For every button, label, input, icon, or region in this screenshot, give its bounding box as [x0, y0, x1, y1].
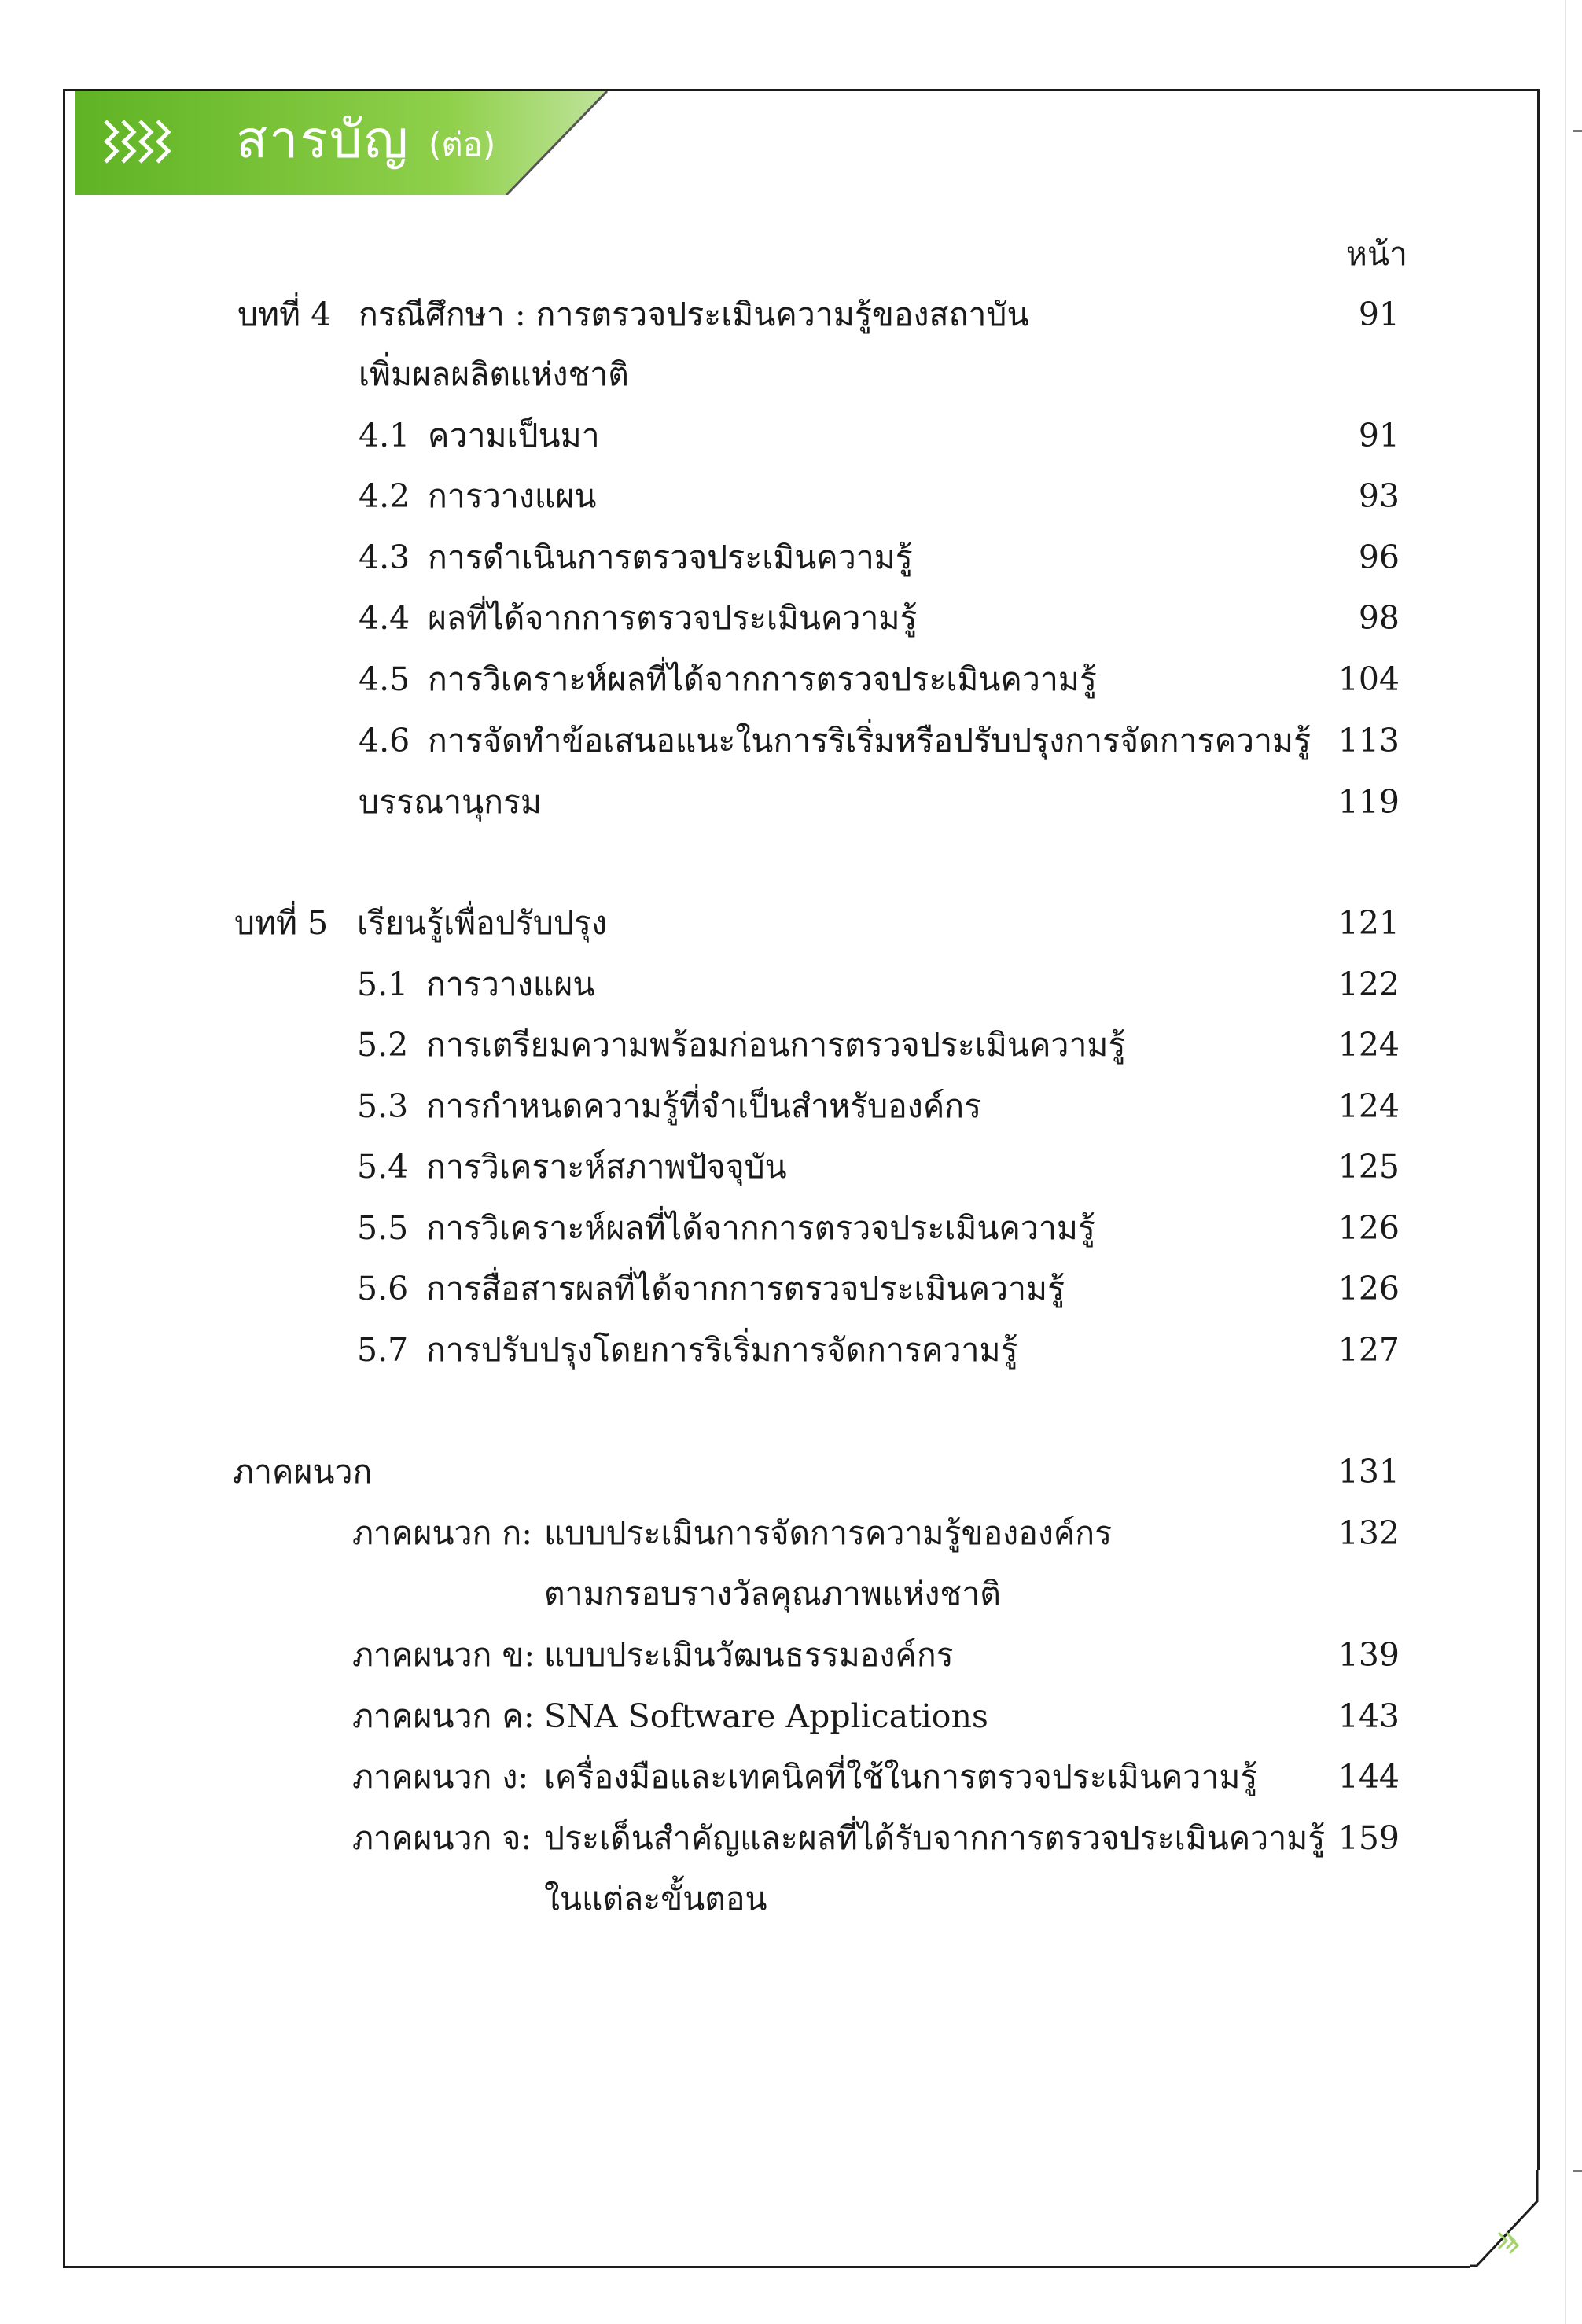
toc-item-page: 127 [1337, 1331, 1400, 1369]
toc-item-page: 125 [1337, 1148, 1400, 1186]
toc-item-page: 98 [1358, 599, 1400, 637]
toc-item-num: 5.7 [357, 1331, 409, 1369]
toc-item[interactable]: การปรับปรุงโดยการริเริ่มการจัดการความรู้ [426, 1331, 1018, 1369]
page-column-header: หน้า [1345, 235, 1407, 273]
toc-item-page: 113 [1337, 722, 1400, 759]
toc-item-page: 91 [1358, 417, 1400, 454]
chapter-4-title[interactable]: กรณีศึกษา : การตรวจประเมินความรู้ของสถาบัน [359, 296, 1029, 333]
appendix-item-label: ภาคผนวก จ: [352, 1819, 532, 1857]
appendix-item[interactable]: แบบประเมินวัฒนธรรมองค์กร [544, 1636, 954, 1674]
toc-item[interactable]: การวิเคราะห์ผลที่ได้จากการตรวจประเมินความรู้ [428, 660, 1097, 698]
toc-item-page: 124 [1337, 1026, 1400, 1064]
page-subtitle: (ต่อ) [429, 125, 496, 164]
frame-corner [1470, 2170, 1549, 2280]
chapter-4-label: บทที่ 4 [237, 296, 332, 333]
toc-item-num: 5.1 [357, 965, 409, 1003]
appendix-item-page: 159 [1337, 1819, 1400, 1857]
toc-item[interactable]: การวิเคราะห์ผลที่ได้จากการตรวจประเมินความรู้ [426, 1209, 1095, 1247]
toc-item-page: 93 [1358, 477, 1400, 515]
toc-item-page: 126 [1337, 1209, 1400, 1247]
toc-item-num: 4.1 [359, 417, 410, 454]
toc-item[interactable]: ผลที่ได้จากการตรวจประเมินความรู้ [428, 599, 918, 637]
appendix-item-label: ภาคผนวก ค: [352, 1697, 535, 1735]
page-title: สารบัญ [236, 109, 410, 170]
toc-item[interactable]: การเตรียมความพร้อมก่อนการตรวจประเมินความรู้ [426, 1026, 1126, 1064]
chapter-4-title-cont: เพิ่มผลผลิตแห่งชาติ [359, 355, 629, 393]
edge-tick [1573, 2170, 1582, 2172]
appendix-item[interactable]: SNA Software Applications [544, 1697, 988, 1735]
edge-tick [1573, 130, 1582, 132]
appendix-item-page: 143 [1337, 1697, 1400, 1735]
appendix-item-page: 132 [1337, 1514, 1400, 1552]
toc-item-num: 4.6 [359, 722, 410, 759]
appendix-item[interactable]: แบบประเมินการจัดการความรู้ขององค์กร [544, 1514, 1113, 1552]
appendix-item-label: ภาคผนวก ก: [352, 1514, 533, 1552]
appendix-page: 131 [1337, 1453, 1400, 1491]
toc-item-page: 126 [1337, 1270, 1400, 1307]
toc-item-num: 4.2 [359, 477, 410, 515]
toc-item[interactable]: การดำเนินการตรวจประเมินความรู้ [428, 539, 913, 576]
toc-item[interactable]: การสื่อสารผลที่ได้จากการตรวจประเมินความรู้ [426, 1270, 1065, 1307]
toc-item[interactable]: การวิเคราะห์สภาพปัจจุบัน [426, 1148, 787, 1186]
toc-item[interactable]: การกำหนดความรู้ที่จำเป็นสำหรับองค์กร [426, 1087, 982, 1125]
toc-item-num: 4.4 [359, 599, 410, 637]
chapter-4-page: 91 [1358, 296, 1400, 333]
appendix-item-label: ภาคผนวก ข: [352, 1636, 535, 1674]
appendix-item-page: 139 [1337, 1636, 1400, 1674]
chapter-5-label: บทที่ 5 [234, 904, 329, 942]
page-frame [63, 89, 1540, 2268]
appendix-item[interactable]: ประเด็นสำคัญและผลที่ได้รับจากการตรวจประเมินความรู้ [544, 1819, 1326, 1857]
appendix-item-cont: ในแต่ละขั้นตอน [544, 1880, 767, 1918]
appendix-item-label: ภาคผนวก ง: [352, 1758, 529, 1796]
toc-bibliography[interactable]: บรรณานุกรม [359, 783, 543, 821]
chapter-5-page: 121 [1337, 904, 1400, 942]
toc-bibliography-page: 119 [1337, 783, 1400, 821]
appendix-item-cont: ตามกรอบรางวัลคุณภาพแห่งชาติ [544, 1575, 1001, 1612]
chapter-5-title[interactable]: เรียนรู้เพื่อปรับปรุง [357, 904, 607, 942]
toc-item[interactable]: ความเป็นมา [428, 417, 600, 454]
toc-item-page: 104 [1337, 660, 1400, 698]
toc-item-page: 96 [1358, 539, 1400, 576]
appendix-item[interactable]: เครื่องมือและเทคนิคที่ใช้ในการตรวจประเมินความรู้ [544, 1758, 1258, 1796]
appendix-item-page: 144 [1337, 1758, 1400, 1796]
toc-item-num: 5.5 [357, 1209, 409, 1247]
toc-item-num: 5.2 [357, 1026, 409, 1064]
next-arrows-icon [1494, 2227, 1533, 2258]
toc-item-num: 5.3 [357, 1087, 409, 1125]
toc-item-page: 124 [1337, 1087, 1400, 1125]
toc-item-num: 4.3 [359, 539, 410, 576]
toc-item-page: 122 [1337, 965, 1400, 1003]
toc-item-num: 5.4 [357, 1148, 409, 1186]
page-edge [1565, 0, 1566, 2324]
toc-item[interactable]: การจัดทำข้อเสนอแนะในการริเริ่มหรือปรับปรุงการจัดการความรู้ [428, 722, 1312, 759]
toc-item-num: 4.5 [359, 660, 410, 698]
toc-item-num: 5.6 [357, 1270, 409, 1307]
toc-item[interactable]: การวางแผน [426, 965, 595, 1003]
toc-item[interactable]: การวางแผน [428, 477, 597, 515]
appendix-title[interactable]: ภาคผนวก [233, 1453, 373, 1491]
